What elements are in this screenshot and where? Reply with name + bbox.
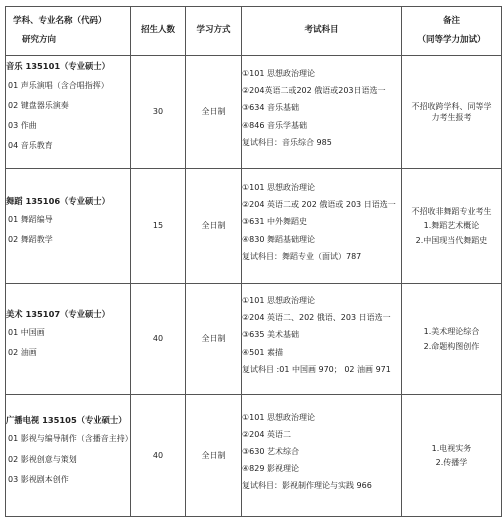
header-remarks-title: 备注 xyxy=(442,15,460,26)
exam-subject: ③634 音乐基础 xyxy=(242,103,299,113)
table-row xyxy=(6,395,502,517)
remark-line: 2.传播学 xyxy=(435,458,468,467)
program-cell xyxy=(6,169,131,284)
header-program-name: 学科、专业名称（代码） xyxy=(13,15,107,26)
header-research-direction: 研究方向 xyxy=(22,34,57,45)
study-mode-cell: 全日制 xyxy=(186,169,242,284)
research-direction: 04 音乐教育 xyxy=(8,141,53,151)
table-row xyxy=(6,56,502,169)
program-title: 广播电视 135105（专业硕士） xyxy=(6,414,127,425)
program-title: 舞蹈 135106（专业硕士） xyxy=(6,195,110,206)
exam-subjects-cell xyxy=(242,395,402,517)
header-remarks xyxy=(402,7,502,56)
program-cell xyxy=(6,284,131,395)
research-direction: 01 声乐演唱（含合唱指挥） xyxy=(8,80,109,90)
header-quota: 招生人数 xyxy=(131,7,186,56)
exam-subject: ②204英语二或202 俄语或203日语选一 xyxy=(242,86,386,96)
header-remarks-sub: （同等学力加试） xyxy=(417,34,486,45)
exam-subject: ④830 舞蹈基础理论 xyxy=(242,234,315,244)
admissions-table xyxy=(5,6,502,517)
quota-cell: 15 xyxy=(131,169,186,284)
remark-line: 1.美术理论综合 xyxy=(423,327,480,337)
remark-line: 2.命题构图创作 xyxy=(423,341,480,351)
remark-line: 1.电视实务 xyxy=(431,443,472,453)
remark-line: 不招收非舞蹈专业考生 xyxy=(411,207,492,217)
quota-cell: 40 xyxy=(131,395,186,517)
exam-subject: 复试科目：舞蹈专业（面试）787 xyxy=(242,251,362,261)
table-header xyxy=(6,7,502,56)
exam-subject: ①101 思想政治理论 xyxy=(242,69,315,79)
remarks-cell xyxy=(402,284,502,395)
exam-subjects-cell xyxy=(242,169,402,284)
research-direction: 02 键盘器乐演奏 xyxy=(8,101,69,111)
exam-subject: ①101 思想政治理论 xyxy=(242,183,315,193)
exam-subject: ③631 中外舞蹈史 xyxy=(242,217,307,227)
exam-subject: 复试科目：音乐综合 985 xyxy=(242,137,332,147)
exam-subject: ②204 英语二、202 俄语、203 日语选一 xyxy=(242,313,391,323)
remark-line: 2.中国现当代舞蹈史 xyxy=(415,235,488,245)
remark-line: 力考生报考 xyxy=(431,113,472,122)
quota-cell: 30 xyxy=(131,56,186,169)
exam-subjects-cell xyxy=(242,284,402,395)
remark-line: 1.舞蹈艺术概论 xyxy=(423,221,480,231)
exam-subject: ③630 艺术综合 xyxy=(242,446,299,456)
exam-subject: 复试科目 :01 中国画 970； 02 油画 971 xyxy=(242,364,391,374)
study-mode-cell: 全日制 xyxy=(186,395,242,517)
exam-subject: ①101 思想政治理论 xyxy=(242,412,315,422)
exam-subject: ④829 影视理论 xyxy=(242,464,299,474)
exam-subject: ①101 思想政治理论 xyxy=(242,296,315,306)
research-direction: 01 舞蹈编导 xyxy=(8,215,53,225)
research-direction: 03 影视剧本创作 xyxy=(8,474,69,484)
study-mode-cell: 全日制 xyxy=(186,284,242,395)
program-cell xyxy=(6,395,131,517)
header-exam-subjects: 考试科目 xyxy=(242,7,402,56)
table-row xyxy=(6,169,502,284)
remarks-cell xyxy=(402,169,502,284)
header-program xyxy=(6,7,131,56)
research-direction: 01 中国画 xyxy=(8,328,45,338)
research-direction: 02 舞蹈教学 xyxy=(8,235,53,245)
remarks-cell xyxy=(402,56,502,169)
research-direction: 02 油画 xyxy=(8,348,37,358)
exam-subject: ④501 素描 xyxy=(242,347,283,357)
program-title: 美术 135107（专业硕士） xyxy=(6,308,110,319)
remark-line: 不招收跨学科、同等学 xyxy=(411,101,492,111)
exam-subjects-cell xyxy=(242,56,402,169)
program-title: 音乐 135101（专业硕士） xyxy=(6,61,110,72)
research-direction: 03 作曲 xyxy=(8,121,37,131)
quota-cell: 40 xyxy=(131,284,186,395)
header-study-mode: 学习方式 xyxy=(186,7,242,56)
remarks-cell xyxy=(402,395,502,517)
exam-subject: ②204 英语二 xyxy=(242,429,291,439)
table-row xyxy=(6,284,502,395)
table-body xyxy=(6,56,502,517)
research-direction: 02 影视创意与策划 xyxy=(8,454,77,464)
program-cell xyxy=(6,56,131,169)
exam-subject: ②204 英语二或 202 俄语或 203 日语选一 xyxy=(242,200,396,210)
exam-subject: ④846 音乐学基础 xyxy=(242,120,307,130)
exam-subject: ③635 美术基础 xyxy=(242,330,299,340)
study-mode-cell: 全日制 xyxy=(186,56,242,169)
research-direction: 01 影视与编导制作（含播音主持） xyxy=(8,434,133,444)
exam-subject: 复试科目：影视制作理论与实践 966 xyxy=(242,481,372,491)
